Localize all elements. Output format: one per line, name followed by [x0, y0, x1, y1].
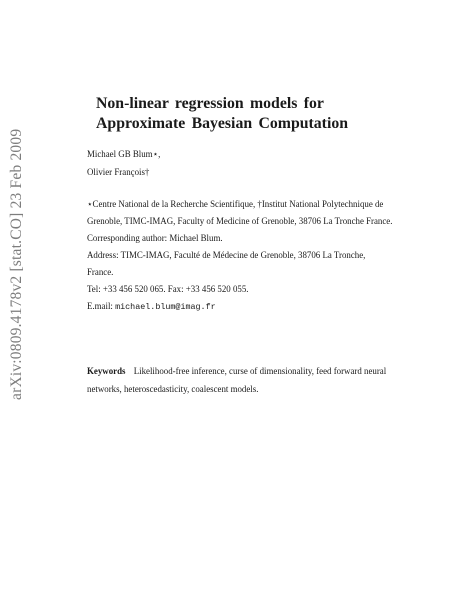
keywords-label: Keywords — [87, 366, 126, 376]
affiliation-institutions: ⋆Centre National de la Recherche Scientifique, †Institut National Polytechnique de Grenoble, TIMC-IMAG, Faculty of Medicine of Grenoble, 38706 La Tronche France. — [87, 199, 393, 226]
email-address: michael.blum@imag.fr — [115, 302, 216, 312]
author-name: Olivier François† — [87, 167, 150, 177]
author-name: Michael GB Blum⋆, — [87, 149, 161, 159]
corresponding-author: Corresponding author: Michael Blum. — [87, 233, 223, 243]
keywords-text: Likelihood-free inference, curse of dimensionality, feed forward neural networks, heteroscedasticity, coalescent models. — [87, 366, 387, 394]
email-label: E.mail: — [87, 301, 113, 311]
postal-address: Address: TIMC-IMAG, Faculté de Médecine de Grenoble, 38706 La Tronche, France. — [87, 250, 366, 277]
author-list — [87, 145, 160, 181]
affiliation-block — [87, 196, 393, 316]
email-line — [87, 298, 393, 316]
arxiv-stamp: arXiv:0809.4178v2 [stat.CO] 23 Feb 2009 — [8, 128, 25, 400]
phone-fax: Tel: +33 456 520 065. Fax: +33 456 520 055. — [87, 284, 249, 294]
paper-title: Non-linear regression models for Approximate Bayesian Computation — [96, 95, 349, 132]
keywords-paragraph — [87, 362, 389, 398]
